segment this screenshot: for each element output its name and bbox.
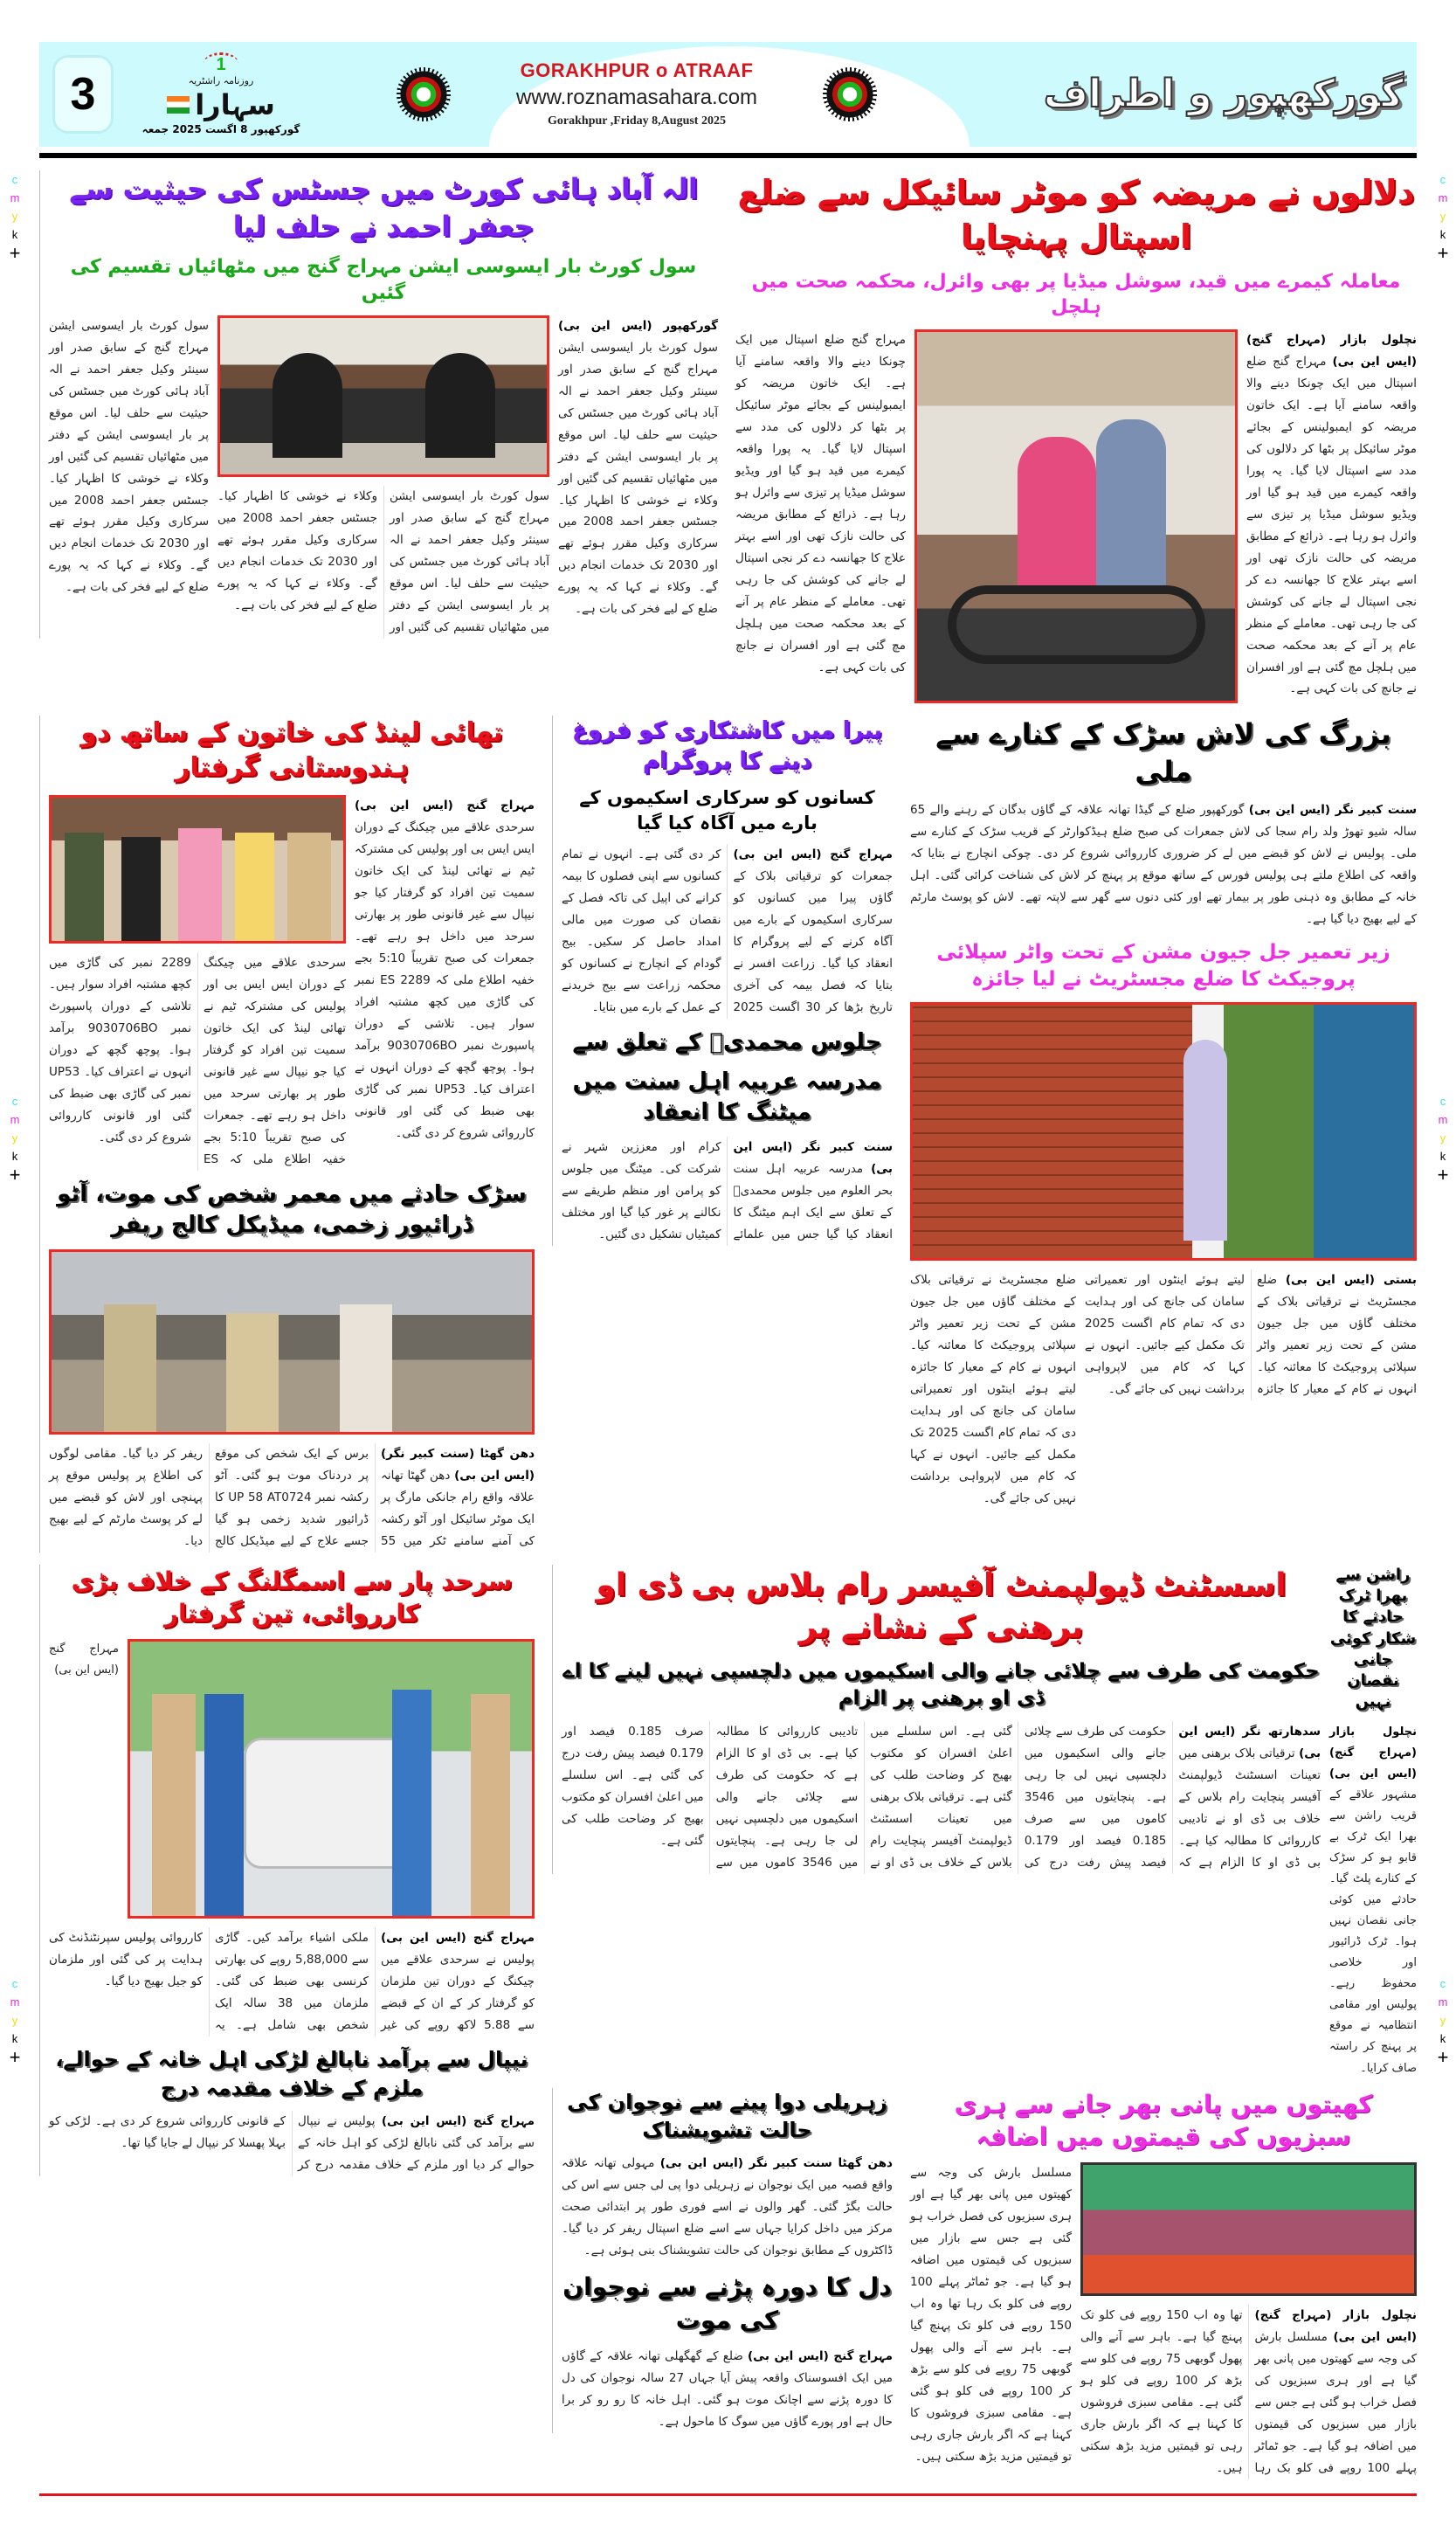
article-body-accident: دھن گھٹا (سنت کبیر نگر) (ایس این بی) دھن گھٹا تھانہ علاقہ واقع رام جانکی مارگ پر ایک موٹر سائیکل اور آٹو رکشہ کی آمنے سامنے ٹکر میں 55 برس کے ایک شخص کی موقع پر دردناک موت ہو گئی۔ آٹو رکشہ نمبر UP 58 AT0724 کا ڈرائیور شدید زخمی ہو گیا جسے علاج کے لیے میڈیکل کالج ریفر کر دیا گیا۔ مقامی لوگوں کی اطلاع پر پولیس موقع پر پہنچی اور لاش کو قبضے میں لے کر پوسٹ مارٹم کے لیے بھیج دیا۔ bbox=[49, 1446, 535, 1548]
article-body-thai-cont: سرحدی علاقے میں چیکنگ کے دوران ایس ایس بی اور پولیس کی مشترکہ ٹیم نے تھائی لینڈ کی ایک خاتون سمیت تین افراد کو گرفتار کیا جو نیپال سے غیر قانونی طور پر بھارتی سرحد میں داخل ہو رہے تھے۔ جمعرات کی صبح تقریباً 5:10 بجے خفیہ اطلاع ملی کہ ES 2289 نمبر کی گاڑی میں کچھ مشتبہ افراد سوار ہیں۔ تلاشی کے دوران پاسپورٹ نمبر 9030706BO برآمد ہوا۔ پوچھ گچھ کے دوران انہوں نے اعتراف کیا۔ UP53 نمبر کی گاڑی بھی ضبط کی گئی اور قانونی کارروائی شروع کر دی گئی۔ bbox=[49, 955, 346, 1166]
article-officer bbox=[552, 1565, 1321, 1874]
article-body-poison: دھن گھٹا سنت کبیر نگر (ایس این بی) مہولی تھانہ علاقہ واقع قصبہ میں ایک نوجوان نے زہریلی دوا پی لی جس سے اس کی حالت بگڑ گئی۔ گھر والوں نے اسے فوری طور پر ابتدائی صحت مرکز میں داخل کرایا جہاں سے اسے ضلع اسپتال ریفر کر دیا گیا۔ ڈاکٹروں کے مطابق نوجوان کی حالت تشویشناک بنی ہوئی ہے۔ bbox=[562, 2156, 893, 2258]
photo-figure bbox=[1018, 437, 1096, 594]
lower-right-block bbox=[552, 1565, 1417, 2479]
photo-figure bbox=[273, 353, 342, 458]
middle-row bbox=[39, 716, 1417, 1552]
court-center bbox=[217, 315, 549, 639]
photo-figure bbox=[392, 1690, 431, 1919]
middle-column bbox=[552, 716, 893, 1246]
photo-brick-stack bbox=[913, 1005, 1192, 1258]
article-court bbox=[39, 170, 718, 639]
article-body-farming: مہراج گنج (ایس این بی) جمعرات کو ترقیاتی بلاک کے گاؤں پیرا میں کسانوں کو سرکاری اسکیموں کے بارے میں آگاہ کرنے کے لیے پروگرام کا انعقاد کیا گیا۔ زراعت افسر نے بتایا کہ فصل بیمہ کی آخری تاریخ بڑھا کر 30 اگست 2025 کر دی گئی ہے۔ انہوں نے تمام کسانوں سے اپنی فصلوں کا بیمہ کرانے کی اپیل کی تاکہ فصل کے نقصان کی صورت میں مالی امداد حاصل کر سکیں۔ بیج گودام کے انچارج نے کسانوں کو محکمہ زراعت سے بیج خریدنے کے عمل کے بارے میں بتایا۔ bbox=[562, 847, 893, 1014]
article-body-court-lower: سول کورٹ بار ایسوسی ایشن مہراج گنج کے سابق صدر اور سینئر وکیل جعفر احمد نے الہ آباد ہائی کورٹ میں جسٹس کی حیثیت سے حلف لیا۔ اس موقع پر بار ایسوسی ایشن کے دفتر میں مٹھائیاں تقسیم کی گئیں اور وکلاء نے خوشی کا اظہار کیا۔ جسٹس جعفر احمد 2008 میں سرکاری وکیل مقرر ہوئے تھے اور 2030 تک خدمات انجام دیں گے۔ وکلاء نے کہا کہ یہ پورے ضلع کے لیے فخر کی بات ہے۔ bbox=[217, 488, 549, 634]
article-jal-jeevan-columns bbox=[910, 1269, 1417, 1510]
headline-accident[interactable]: سڑک حادثے میں معمر شخص کی موت، آٹو ڈرائیور زخمی، میڈیکل کالج ریفر bbox=[57, 1180, 527, 1238]
article-body-jal-jeevan-cont: ضلع مجسٹریٹ نے ترقیاتی بلاک کے مختلف گاؤں میں جل جیون مشن کے تحت زیر تعمیر واٹر سپلائی پروجیکٹ کا معائنہ کیا۔ انہوں نے کام کے معیار کا جائزہ لیتے ہوئے اینٹوں اور تعمیراتی سامان کی جانچ کی اور ہدایت دی کہ تمام کام اگست 2025 تک مکمل کیے جائیں۔ انہوں نے کہا کہ کام میں لاپرواہی برداشت نہیں کی جائے گی۔ bbox=[910, 1273, 1076, 1505]
photo-figure bbox=[152, 1694, 196, 1919]
dateline: Gorakhpur ,Friday 8,August 2025 bbox=[548, 114, 726, 128]
vegetables-right bbox=[1080, 2162, 1417, 2479]
logo-tagline: روزنامہ راشٹریہ bbox=[188, 75, 254, 86]
photo-figure bbox=[65, 833, 104, 944]
photo-figure bbox=[340, 1304, 392, 1435]
photo-vegetable-market[interactable] bbox=[1080, 2162, 1417, 2296]
headline-ration[interactable]: راشن سے بھرا ٹرک حادثے کا شکار کوئی جانی نقصان نہیں bbox=[1329, 1565, 1417, 1712]
photo-bricks-inspection[interactable] bbox=[910, 1002, 1417, 1261]
right-column bbox=[910, 716, 1417, 1510]
headline-vegetables[interactable]: کھیتوں میں پانی بھر جانے سے ہری سبزیوں کی قیمتوں میں اضافہ bbox=[954, 2089, 1373, 2152]
logo-name: سہارا bbox=[195, 88, 275, 121]
registration-marks-right: c m y k + bbox=[1437, 1095, 1449, 1186]
article-body-vegetables: مسلسل بارش کی وجہ سے کھیتوں میں پانی بھر گیا ہے اور ہری سبزیوں کی فصل خراب ہو گئی ہے جس سے بازار میں سبزیوں کی قیمتوں میں اضافہ ہو گیا ہے۔ جو ٹماٹر پہلے 100 روپے فی کلو بک رہا تھا وہ اب 150 روپے فی کلو تک پہنچ گیا ہے۔ باہر سے آنے والی پھول گوبھی 75 روپے فی کلو سے بڑھ کر 100 روپے فی کلو ہو گئی ہے۔ مقامی سبزی فروشوں کا کہنا ہے کہ اگر بارش جاری رہی تو قیمتیں مزید بڑھ سکتی ہیں۔ bbox=[910, 2166, 1072, 2464]
logo-date: گورکھپور 8 اگست 2025 جمعہ bbox=[141, 123, 300, 135]
photo-figure bbox=[226, 1313, 279, 1435]
photo-figure bbox=[1183, 1040, 1227, 1241]
article-vegetables-columns bbox=[910, 2162, 1417, 2479]
registration-marks-right: c m y k + bbox=[1437, 1977, 1449, 2068]
article-body-jal-jeevan: بستی (ایس این بی) ضلع مجسٹریٹ نے ترقیاتی بلاک کے مختلف گاؤں میں جل جیون مشن کے تحت زیر تعمیر واٹر سپلائی پروجیکٹ کا معائنہ کیا۔ انہوں نے کام کے معیار کا جائزہ لیتے ہوئے اینٹوں اور تعمیراتی سامان کی جانچ کی اور ہدایت دی کہ تمام کام اگست 2025 تک مکمل کیے جائیں۔ انہوں نے کہا کہ کام میں لاپرواہی برداشت نہیں کی جائے گی۔ bbox=[1085, 1273, 1417, 1397]
photo-figure bbox=[178, 828, 222, 944]
article-court-columns bbox=[49, 315, 718, 639]
lower-row bbox=[39, 1565, 1417, 2479]
page-number: 3 bbox=[52, 55, 114, 134]
headline-thai[interactable]: تھائی لینڈ کی خاتون کے ساتھ دو ہندوستانی گرفتار bbox=[80, 716, 503, 784]
flag-stripe-icon bbox=[167, 96, 190, 114]
photo-thai-arrest[interactable] bbox=[49, 795, 346, 944]
article-body-vegetables-cont: نچلول بازار (مہراج گنج) (ایس این بی) مسلسل بارش کی وجہ سے کھیتوں میں پانی بھر گیا ہے اور ہری سبزیوں کی فصل خراب ہو گئی ہے جس سے بازار میں سبزیوں کی قیمتوں میں اضافہ ہو گیا ہے۔ جو ٹماٹر پہلے 100 روپے فی کلو بک رہا تھا وہ اب 150 روپے فی کلو تک پہنچ گیا ہے۔ باہر سے آنے والی پھول گوبھی 75 روپے فی کلو سے بڑھ کر 100 روپے فی کلو ہو گئی ہے۔ مقامی سبزی فروشوں کا کہنا ہے کہ اگر بارش جاری رہی تو قیمتیں مزید بڑھ سکتی ہیں۔ bbox=[1080, 2308, 1418, 2475]
article-hospital-columns bbox=[735, 329, 1417, 703]
subhead-court: سول کورٹ بار ایسوسی ایشن مہراج گنج میں مٹھائیاں تقسیم کی گئیں bbox=[70, 256, 697, 305]
photo-figure bbox=[121, 837, 161, 944]
anniversary-number: 1 bbox=[204, 52, 238, 74]
article-body-body-found: سنت کبیر نگر (ایس این بی) گورکھپور ضلع کے گیڈا تھانہ علاقہ کے گاؤں بدگان کے رہنے والے 65 سالہ شیو تھوڑ ولد رام سجا کی لاش جمعرات کی صبح ضلع ہیڈکوارٹر کے قریب سڑک کے کنارے سے ملی۔ پولیس نے لاش کو قبضے میں لے کر ضروری کارروائی شروع کر دی۔ چوکی انچارج نے بتایا کہ واقعہ کی اطلاع ملتے ہی پولیس فورس کے ساتھ موقع پر پہنچ کر لاش کی شناخت کرائی گئی۔ اہل خانہ کے مطابق وہ ذہنی طور پر بیمار تھے اور کئی دنوں سے گھر سے لاپتہ تھے۔ لاش کو پوسٹ مارٹم کے لیے بھیج دیا گیا ہے۔ bbox=[910, 803, 1418, 927]
newspaper-logo[interactable] bbox=[129, 52, 313, 136]
photo-motorcycle bbox=[948, 585, 1205, 664]
poison-heart-column bbox=[552, 2088, 893, 2433]
registration-marks-left: c m y k + bbox=[9, 1977, 21, 2068]
registration-marks-right: c m y k + bbox=[1437, 173, 1449, 264]
article-body-ration: نچلول بازار (مہراج گنج) (ایس این بی) مشہور علاقے کے قریب راشن سے بھرا ایک ٹرک بے قابو ہو کر سڑک کے کنارے پلٹ گیا۔ حادثے میں کوئی جانی نقصان نہیں ہوا۔ ٹرک ڈرائیور اور خلاصی محفوظ رہے۔ پولیس اور مقامی انتظامیہ نے موقع پر پہنچ کر راستہ صاف کرایا۔ bbox=[1329, 1725, 1417, 2075]
newspaper-page bbox=[39, 0, 1417, 2531]
left-column bbox=[39, 716, 535, 1552]
byline: نچلول بازار (مہراج گنج) (ایس این بی) bbox=[1246, 332, 1417, 369]
registration-marks-left: c m y k + bbox=[9, 1095, 21, 1186]
photo-figure bbox=[287, 833, 331, 944]
photo-smuggling-arrest[interactable] bbox=[128, 1639, 535, 1919]
article-body-hospital: نچلول بازار (مہراج گنج) (ایس این بی) مہراج گنج ضلع اسپتال میں ایک چونکا دینے والا واقعہ سامنے آیا ہے۔ ایک خاتون مریضہ کو ایمبولینس کے بجائے موٹر سائیکل پر بٹھا کر دلالوں کی مدد سے اسپتال لایا گیا۔ یہ پورا واقعہ کیمرے میں قید ہو گیا اور ویڈیو سوشل میڈیا پر تیزی سے وائرل ہو رہا ہے۔ ذرائع کے مطابق مریضہ کی حالت نازک تھی اور اسے بہتر علاج کا جھانسہ دے کر نجی اسپتال لے جانے کی کوشش کی جا رہی تھی۔ معاملے کے منظر عام پر آنے کے بعد محکمہ صحت میں ہلچل مچ گئی ہے اور افسران نے جانچ کی بات کہی ہے۔ bbox=[1246, 332, 1417, 696]
photo-figure bbox=[471, 1694, 510, 1919]
photo-court-oath[interactable] bbox=[217, 315, 549, 477]
website-link[interactable]: www.roznamasahara.com bbox=[515, 86, 758, 109]
photo-figure bbox=[1096, 419, 1166, 594]
edition-block bbox=[466, 59, 807, 129]
article-body-court-cont: سول کورٹ بار ایسوسی ایشن مہراج گنج کے سابق صدر اور سینئر وکیل جعفر احمد نے الہ آباد ہائی کورٹ میں جسٹس کی حیثیت سے حلف لیا۔ اس موقع پر بار ایسوسی ایشن کے دفتر میں مٹھائیاں تقسیم کی گئیں اور وکلاء نے خوشی کا اظہار کیا۔ جسٹس جعفر احمد 2008 میں سرکاری وکیل مقرر ہوئے تھے اور 2030 تک خدمات انجام دیں گے۔ وکلاء نے کہا کہ یہ پورے ضلع کے لیے فخر کی بات ہے۔ bbox=[49, 318, 210, 595]
article-body-smuggling: مہراج گنج (ایس این بی) پولیس نے سرحدی علاقے میں چیکنگ کے دوران تین ملزمان کو گرفتار کر کے ان کے قبضے سے 5.88 لاکھ روپے کی غیر ملکی اشیاء برآمد کیں۔ گاڑی سے 5,88,000 روپے کی بھارتی کرنسی بھی ضبط کی گئی۔ ملزمان میں 38 سالہ ایک شخص بھی شامل ہے۔ یہ کارروائی پولیس سپرنٹنڈنٹ کی ہدایت پر کی گئی اور ملزمان کو جیل بھیج دیا گیا۔ bbox=[49, 1931, 535, 2033]
photo-accident-scene[interactable] bbox=[49, 1249, 535, 1435]
subhead-hospital: معاملہ کیمرے میں قید، سوشل میڈیا پر بھی وائرل، محکمہ صحت میں ہلچل bbox=[751, 270, 1401, 319]
masthead bbox=[39, 42, 1417, 147]
smuggling-photo-row bbox=[49, 1639, 535, 1919]
article-body-court: گورکھپور (ایس این بی) سول کورٹ بار ایسوسی ایشن مہراج گنج کے سابق صدر اور سینئر وکیل جعفر احمد نے الہ آباد ہائی کورٹ میں جسٹس کی حیثیت سے حلف لیا۔ اس موقع پر بار ایسوسی ایشن کے دفتر میں مٹھائیاں تقسیم کی گئیں اور وکلاء نے خوشی کا اظہار کیا۔ جسٹس جعفر احمد 2008 میں سرکاری وکیل مقرر ہوئے تھے اور 2030 تک خدمات انجام دیں گے۔ وکلاء نے کہا کہ یہ پورے ضلع کے لیے فخر کی بات ہے۔ bbox=[558, 318, 719, 617]
headline-jal-jeevan[interactable]: زیر تعمیر جل جیون مشن کے تحت واٹر سپلائی پروجیکٹ کا ضلع مجسٹریٹ نے لیا جائزہ bbox=[936, 941, 1390, 992]
headline-poison[interactable]: زہریلی دوا پینے سے نوجوان کی حالت تشویشناک bbox=[567, 2089, 887, 2142]
officer-ration-row bbox=[552, 1565, 1417, 2079]
subhead-farming: کسانوں کو سرکاری اسکیموں کے بارے میں آگاہ کیا گیا bbox=[579, 787, 875, 833]
headline-madrasa-line2[interactable]: مدرسہ عربیہ اہل سنت میں میٹنگ کا انعقاد bbox=[572, 1068, 882, 1125]
article-body-heart: مہراج گنج (ایس این بی) ضلع کے گھگھلی تھانہ علاقہ کے گاؤں میں ایک افسوسناک واقعہ پیش آیا جہاں 27 سالہ نوجوان کی دل کا دورہ پڑنے سے اچانک موت ہو گئی۔ اہل خانہ کا رو رو کر برا حال ہے اور پورے گاؤں میں سوگ کا ماحول ہے۔ bbox=[562, 2348, 894, 2429]
article-body-officer: سدھارتھ نگر (ایس این بی) ترقیاتی بلاک برھنی میں تعینات اسسٹنٹ ڈیولپمنٹ آفیسر پنچایت رام بلاس کے خلاف بی ڈی او نے تادیبی کارروائی کا مطالبہ کیا ہے۔ بی ڈی او کا الزام ہے کہ حکومت کی طرف سے چلائی جانے والی اسکیموں میں دلچسپی نہیں لی جا رہی ہے۔ پنچایتوں میں 3546 کاموں میں سے صرف 0.185 فیصد اور 0.179 فیصد پیش رفت درج کی گئی ہے۔ اس سلسلے میں اعلیٰ افسران کو مکتوب بھیج کر وضاحت طلب کی گئی ہے۔ ترقیاتی بلاک برھنی میں تعینات اسسٹنٹ ڈیولپمنٹ آفیسر پنچایت رام بلاس کے خلاف بی ڈی او نے تادیبی کارروائی کا مطالبہ کیا ہے۔ بی ڈی او کا الزام ہے کہ حکومت کی طرف سے چلائی جانے والی اسکیموں میں دلچسپی نہیں لی جا رہی ہے۔ پنچایتوں میں 3546 کاموں میں سے صرف 0.185 فیصد اور 0.179 فیصد پیش رفت درج کی گئی ہے۔ اس سلسلے میں اعلیٰ افسران کو مکتوب بھیج کر وضاحت طلب کی گئی ہے۔ bbox=[562, 1724, 1321, 1870]
thai-left bbox=[49, 795, 346, 1171]
photo-motorcycle-patient[interactable] bbox=[914, 329, 1238, 703]
masthead-rule bbox=[39, 153, 1417, 158]
photo-figure bbox=[425, 353, 495, 458]
headline-nepal[interactable]: نیپال سے برآمد نابالغ لڑکی اہل خانہ کے حوالے، ملزم کے خلاف مقدمہ درج bbox=[55, 2047, 528, 2100]
article-body-hospital-cont: مہراج گنج ضلع اسپتال میں ایک چونکا دینے والا واقعہ سامنے آیا ہے۔ ایک خاتون مریضہ کو ایمبولینس کے بجائے موٹر سائیکل پر بٹھا کر دلالوں کی مدد سے اسپتال لایا گیا۔ یہ پورا واقعہ کیمرے میں قید ہو گیا اور ویڈیو سوشل میڈیا پر تیزی سے وائرل ہو رہا ہے۔ ذرائع کے مطابق مریضہ کی حالت نازک تھی اور اسے بہتر علاج کا جھانسہ دے کر نجی اسپتال لے جانے کی کوشش کی جا رہی تھی۔ معاملے کے منظر عام پر آنے کے بعد محکمہ صحت میں ہلچل مچ گئی ہے اور افسران نے جانچ کی بات کہی ہے۔ bbox=[735, 332, 906, 674]
article-thai-columns bbox=[49, 795, 535, 1171]
headline-court[interactable]: الہ آباد ہائی کورٹ میں جسٹس کی حیثیت سے جعفر احمد نے حلف لیا bbox=[69, 172, 698, 244]
headline-officer[interactable]: اسسٹنٹ ڈیولپمنٹ آفیسر رام بلاس بی ڈی او برھنی کے نشانے پر bbox=[596, 1566, 1287, 1646]
headline-madrasa-line1[interactable]: جلوس محمدیؐ کے تعلق سے bbox=[572, 1028, 882, 1055]
article-ration bbox=[1329, 1565, 1417, 2079]
sunburst-emblem-icon bbox=[397, 67, 451, 121]
article-vegetables bbox=[910, 2088, 1417, 2479]
headline-hospital[interactable]: دلالوں نے مریضہ کو موٹر سائیکل سے ضلع اسپتال پہنچایا bbox=[737, 173, 1415, 257]
photo-figure bbox=[235, 833, 274, 944]
subhead-officer: حکومت کی طرف سے چلائی جانے والی اسکیموں میں دلچسپی نہیں لینے کا اے ڈی او برھنی پر الزام bbox=[562, 1659, 1320, 1710]
headline-heart[interactable]: دل کا دورہ پڑنے سے نوجوان کی موت bbox=[562, 2272, 892, 2334]
lower-left-block bbox=[39, 1565, 535, 2176]
registration-marks-left: c m y k + bbox=[9, 173, 21, 264]
article-body-madrasa: سنت کبیر نگر (ایس این بی) مدرسہ عربیہ اہل سنت بحر العلوم میں جلوس محمدیؐ کے تعلق سے ایک اہم میٹنگ کا انعقاد کیا گیا جس میں علمائے کرام اور معززین شہر نے شرکت کی۔ میٹنگ میں جلوس کو پرامن اور منظم طریقے سے نکالنے پر غور کیا گیا اور مختلف کمیٹیاں تشکیل دی گئیں۔ bbox=[562, 1139, 893, 1241]
headline-farming[interactable]: پیرا میں کاشتکاری کو فروغ دینے کا پروگرام bbox=[571, 716, 883, 775]
headline-smuggling[interactable]: سرحد پار سے اسمگلنگ کے خلاف بڑی کارروائی، تین گرفتار bbox=[71, 1566, 513, 1629]
article-body-thai: مہراج گنج (ایس این بی) سرحدی علاقے میں چیکنگ کے دوران ایس ایس بی اور پولیس کی مشترکہ ٹیم نے تھائی لینڈ کی ایک خاتون سمیت تین افراد کو گرفتار کیا جو نیپال سے غیر قانونی طور پر بھارتی سرحد میں داخل ہو رہے تھے۔ جمعرات کی صبح تقریباً 5:10 بجے خفیہ اطلاع ملی کہ ES 2289 نمبر کی گاڑی میں کچھ مشتبہ افراد سوار ہیں۔ تلاشی کے دوران پاسپورٹ نمبر 9030706BO برآمد ہوا۔ پوچھ گچھ کے دوران انہوں نے اعتراف کیا۔ UP53 نمبر کی گاڑی بھی ضبط کی گئی اور قانونی کارروائی شروع کر دی گئی۔ bbox=[355, 798, 535, 1140]
article-body-smuggling-side: مہراج گنج (ایس این بی) bbox=[49, 1642, 119, 1677]
headline-body-found[interactable]: بزرگ کی لاش سڑک کے کنارے سے ملی bbox=[935, 716, 1391, 789]
footer-rule bbox=[39, 2493, 1417, 2496]
section-title: گورکھپور و اطراف bbox=[1043, 71, 1404, 116]
photo-figure bbox=[204, 1694, 244, 1919]
photo-figure bbox=[104, 1304, 156, 1435]
article-hospital bbox=[735, 170, 1417, 703]
edition-title: GORAKHPUR o ATRAAF bbox=[520, 59, 754, 81]
sunburst-emblem-icon bbox=[823, 67, 877, 121]
vegetables-poison-row bbox=[552, 2088, 1417, 2479]
top-row bbox=[39, 170, 1417, 703]
logo-name-row bbox=[167, 88, 275, 121]
article-body-nepal: مہراج گنج (ایس این بی) پولیس نے نیپال سے برآمد کی گئی نابالغ لڑکی کو اہل خانہ کے حوالے کر دیا اور ملزم کے خلاف مقدمہ درج کر کے قانونی کارروائی شروع کر دی ہے۔ لڑکی کو بہلا پھسلا کر نیپال لے جایا گیا تھا۔ bbox=[49, 2113, 535, 2172]
